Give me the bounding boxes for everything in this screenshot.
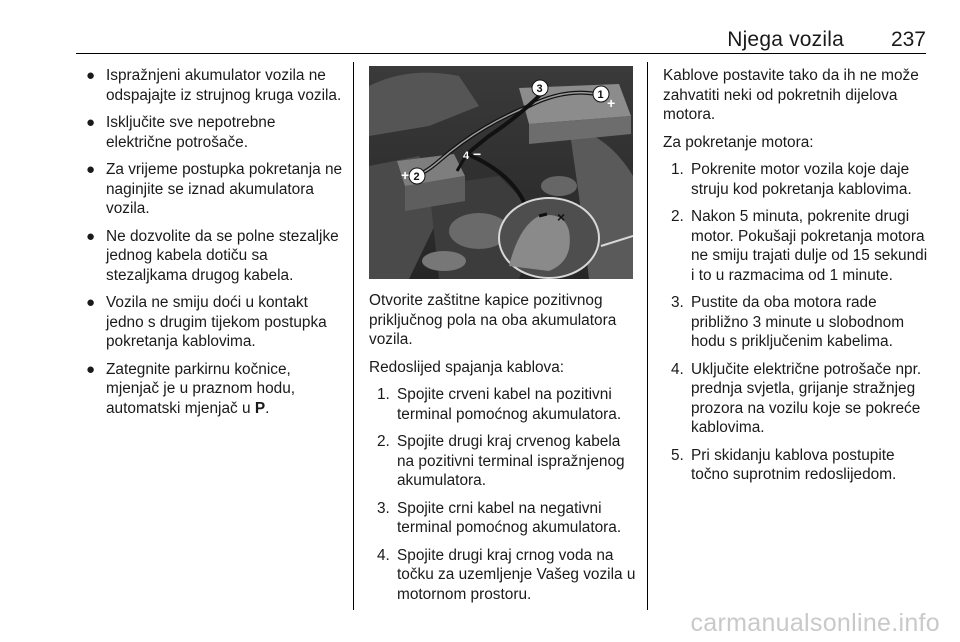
- list-item: 1. Pokrenite motor vozila koje daje struju kod pokretanja kablovima.: [671, 161, 912, 198]
- watermark: carmanualsonline.info: [690, 609, 940, 637]
- list-item: 4. Spojite drugi kraj crnog voda na točku za uzemljenje Vašeg vozila u motornom prostoru.: [377, 546, 636, 603]
- column-divider-1: [353, 62, 354, 610]
- bullet-icon: ●: [86, 294, 96, 311]
- list-item: 2. Nakon 5 minuta, pokrenite drugi motor. Pokušaji pokretanja motora ne smiju trajati dulje od 15 sekundi i to u razmacima od 1 minute.: [671, 208, 928, 284]
- list-item: 3. Spojite crni kabel na negativni terminal pomoćnog akumulatora.: [377, 499, 622, 536]
- bullet-text: Za vrijeme postupka pokretanja ne naginjite se iznad akumulatora vozila.: [106, 161, 343, 217]
- svg-text:×: ×: [557, 209, 566, 225]
- column-2: [369, 291, 639, 612]
- bullet-icon: ●: [86, 227, 96, 245]
- jump-start-illustration: [369, 66, 633, 279]
- page-header: [76, 28, 926, 50]
- connection-steps: [369, 385, 639, 604]
- callout-2: 2: [413, 171, 420, 183]
- bullet-text: Isključite sve nepotrebne električne potrošače.: [106, 114, 276, 151]
- list-item: 1. Spojite crveni kabel na pozitivni terminal pomoćnog akumulatora.: [377, 386, 622, 423]
- plus-sign-2: +: [401, 167, 410, 183]
- bullet-icon: ●: [86, 114, 96, 131]
- list-item: [76, 160, 344, 219]
- list-item: [76, 66, 344, 105]
- list-item: [76, 227, 344, 286]
- callout-3: 3: [536, 83, 543, 95]
- paragraph: Za pokretanje motora:: [663, 133, 814, 151]
- gear-position-p: P: [254, 399, 266, 417]
- column-1: [76, 66, 344, 426]
- callout-4: 4: [463, 150, 470, 162]
- precautions-list: [76, 66, 344, 418]
- bullet-text: Zategnite parkirnu kočnice, mjenjač je u praznom hodu, automatski mjenjač u: [106, 360, 296, 417]
- page-title: Njega vozila: [727, 28, 844, 51]
- list-item: 2. Spojite drugi kraj crvenog kabela na pozitivni terminal ispražnjenog akumulatora.: [377, 433, 625, 489]
- bullet-icon: ●: [86, 67, 96, 84]
- list-item: 5. Pri skidanju kablova postupite točno suprotnim redoslijedom.: [671, 446, 897, 483]
- bullet-icon: ●: [86, 161, 96, 178]
- list-item: 4. Uključite električne potrošače npr. prednja svjetla, grijanje stražnjeg prozora na vozilu koje se pokreće kablovima.: [671, 360, 922, 436]
- bullet-icon: ●: [86, 360, 96, 378]
- header-rule: [76, 53, 926, 54]
- list-item: [76, 113, 344, 152]
- callout-1: 1: [597, 89, 604, 101]
- list-item: ● Zategnite parkirnu kočnice, mjenjač je u praznom hodu, automatski mjenjač u P.: [86, 360, 296, 417]
- paragraph: Redoslijed spajanja kablova:: [369, 358, 565, 376]
- list-item: 3. Pustite da oba motora rade približno 3 minute u slobodnom hodu s priključenim kabelima.: [671, 294, 905, 350]
- page-number: 237: [890, 28, 926, 51]
- bullet-text: Ispražnjeni akumulator vozila ne odspajajte iz strujnog kruga vozila.: [106, 67, 342, 104]
- column-divider-2: [647, 62, 648, 610]
- paragraph: Otvorite zaštitne kapice pozitivnog priključnog pola na oba akumulatora vozila.: [369, 292, 617, 348]
- start-steps: [663, 160, 933, 485]
- bullet-text: Vozila ne smiju doći u kontakt jedno s drugim tijekom postupka pokretanja kablovima.: [106, 294, 327, 350]
- paragraph: Kablove postavite tako da ih ne može zahvatiti neki od pokretnih dijelova motora.: [663, 67, 919, 123]
- bullet-text: Ne dozvolite da se polne stezaljke jednog kabela dotiču sa stezaljkama drugog kabela.: [106, 227, 339, 284]
- column-3: [663, 66, 933, 493]
- minus-sign: −: [473, 146, 482, 162]
- list-item: [76, 293, 344, 352]
- plus-sign: +: [607, 95, 616, 111]
